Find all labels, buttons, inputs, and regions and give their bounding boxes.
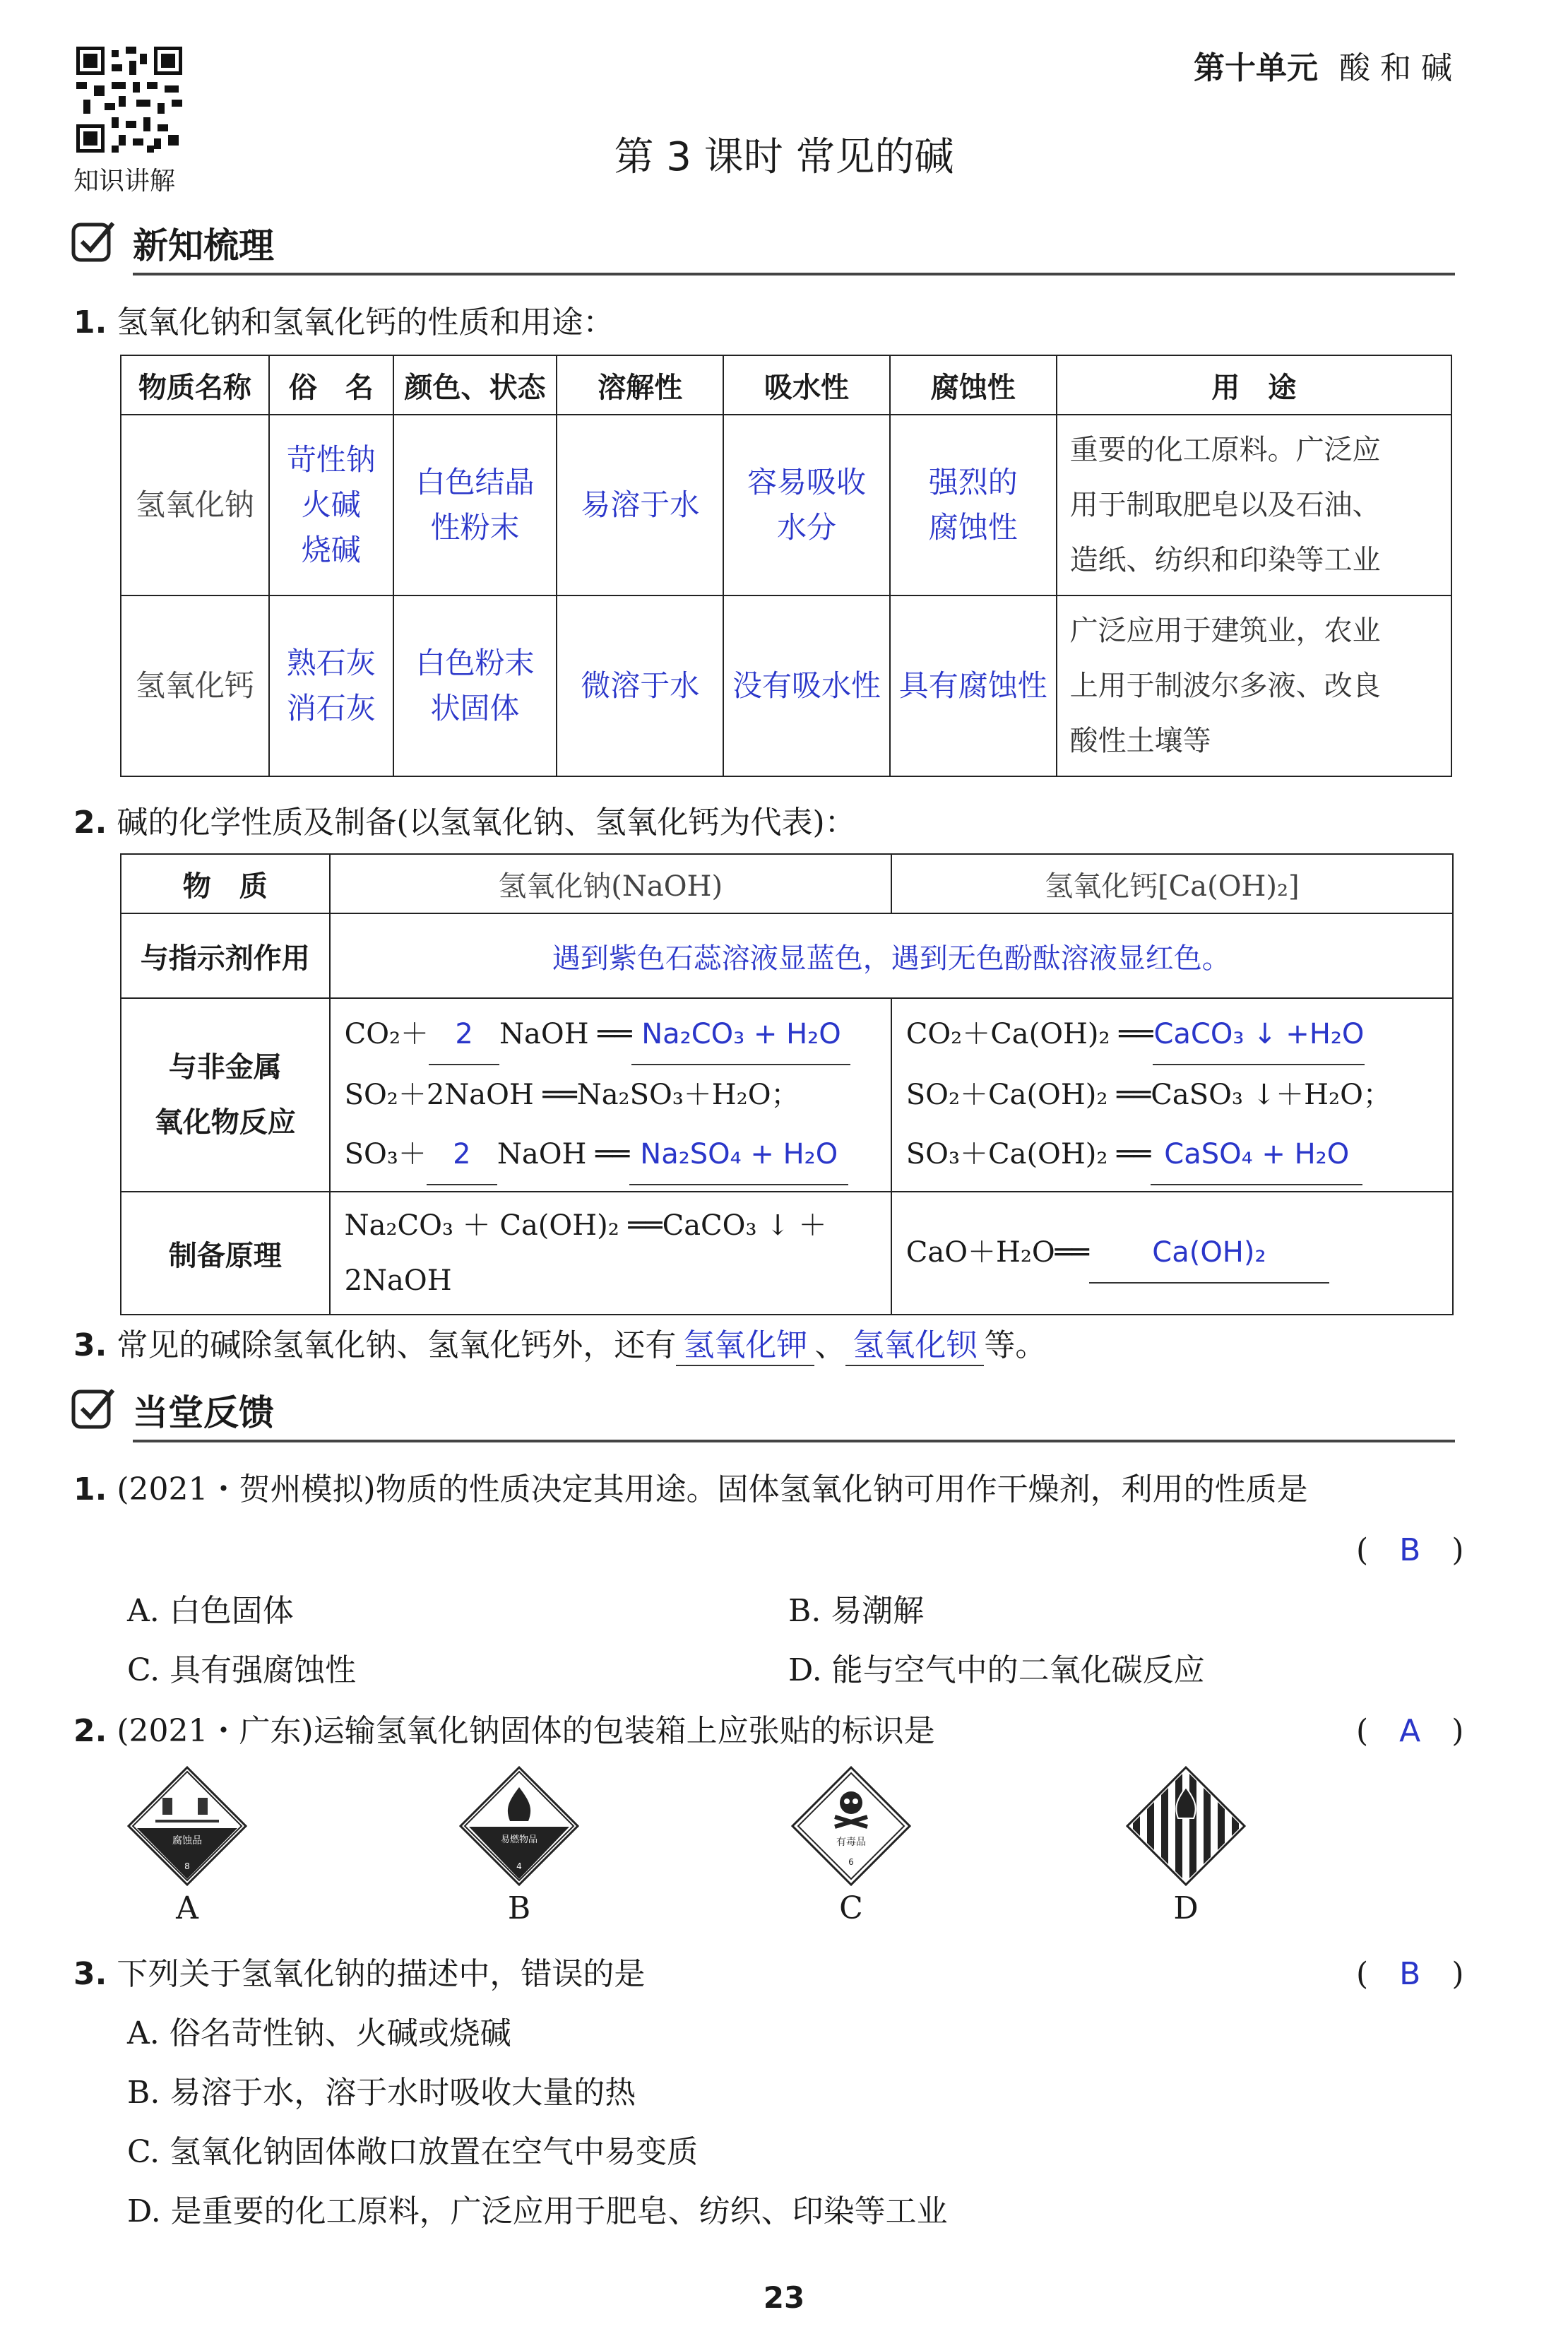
answer-bracket: ( B ) — [1356, 1956, 1464, 1992]
color-cell: 白色粉末 状固体 — [393, 595, 557, 776]
svg-text:有毒品: 有毒品 — [836, 1837, 866, 1848]
item-text: 常见的碱除氢氧化钠、氢氧化钙外，还有 — [117, 1327, 677, 1363]
question-1 — [73, 1464, 1308, 1509]
naoh-equations — [330, 998, 891, 1192]
substance-name: 氢氧化钙 — [121, 595, 269, 776]
solubility-cell: 易溶于水 — [557, 415, 723, 595]
option-c: C. 氢氧化钠固体敞口放置在空气中易变质 — [127, 2134, 699, 2170]
sign-letter: C — [839, 1890, 863, 1926]
qr-label: 知识讲解 — [73, 167, 176, 196]
item-1 — [73, 297, 614, 342]
sign-letter: D — [1173, 1890, 1199, 1926]
caoh-equations — [891, 998, 1453, 1192]
section-header-feedback — [71, 1379, 1455, 1442]
section-title: 新知梳理 — [133, 225, 274, 266]
item-number: 2. — [73, 805, 107, 841]
option-b: B. 易溶于水，溶于水时吸收大量的热 — [127, 2075, 636, 2111]
section-header-new-knowledge — [71, 212, 1455, 275]
col-header: 用 途 — [1057, 355, 1451, 415]
equation: CO₂＋ 2 NaOH ══ Na₂CO₃ + H₂O — [345, 1004, 877, 1065]
blank-answer: 2 — [427, 1125, 497, 1185]
alias-cell: 苛性钠 火碱 烧碱 — [269, 415, 393, 595]
col-header: 腐蚀性 — [890, 355, 1057, 415]
table-row — [121, 913, 1453, 998]
equation: SO₃＋ 2 NaOH ══ Na₂SO₄ + H₂O — [345, 1125, 877, 1185]
question-number: 3. — [73, 1956, 107, 1992]
col-header: 溶解性 — [557, 355, 723, 415]
checkbox-icon — [71, 218, 117, 264]
table-header-row — [121, 854, 1453, 913]
option-d: D. 是重要的化工原料，广泛应用于肥皂、纺织、印染等工业 — [127, 2193, 948, 2229]
corrosive-sign-icon — [127, 1766, 247, 1886]
svg-text:8: 8 — [184, 1861, 190, 1871]
item-text: 氢氧化钠和氢氧化钙的性质和用途： — [117, 304, 614, 340]
blank-answer: CaCO₃ ↓ +H₂O — [1153, 1004, 1365, 1065]
equation: SO₂＋2NaOH ══Na₂SO₃＋H₂O； — [344, 1079, 800, 1111]
section-title: 当堂反馈 — [133, 1392, 274, 1433]
section-underline — [133, 1440, 1455, 1442]
item-3: 3. 常见的碱除氢氧化钠、氢氧化钙外，还有 氢氧化钾 、 氢氧化钡 等。 — [73, 1320, 1046, 1366]
corrosive-cell: 强烈的 腐蚀性 — [890, 415, 1057, 595]
equation: SO₃＋Ca(OH)₂ ══ CaSO₄ + H₂O — [906, 1125, 1438, 1185]
uses-cell: 广泛应用于建筑业，农业 上用于制波尔多液、改良 酸性土壤等 — [1057, 595, 1451, 776]
item-number: 3. — [73, 1327, 107, 1363]
question-text: (2021・广东)运输氢氧化钠固体的包装箱上应张贴的标识是 — [117, 1713, 935, 1749]
properties-table — [120, 355, 1452, 777]
equation: SO₂＋Ca(OH)₂ ══CaSO₃ ↓＋H₂O； — [905, 1079, 1391, 1111]
sign-letter: A — [176, 1890, 198, 1926]
svg-text:易燃物品: 易燃物品 — [500, 1835, 538, 1845]
striped-hazard-sign-icon — [1126, 1766, 1246, 1886]
question-text: 下列关于氢氧化钠的描述中，错误的是 — [117, 1956, 646, 1992]
naoh-prep: Na₂CO₃ ＋ Ca(OH)₂ ══CaCO₃ ↓ ＋ 2NaOH — [330, 1192, 891, 1315]
page-number: 23 — [763, 2280, 805, 2315]
question-3 — [73, 1948, 645, 1993]
option-a: A. 俗名苛性钠、火碱或烧碱 — [127, 2015, 511, 2051]
item-2 — [73, 797, 856, 842]
lesson-title: 第 3 课时 常见的碱 — [614, 134, 954, 180]
absorb-cell: 容易吸收 水分 — [723, 415, 890, 595]
table-row — [121, 998, 1453, 1192]
substance-name: 氢氧化钠 — [121, 415, 269, 595]
col-header: 物质名称 — [121, 355, 269, 415]
col-header: 颜色、状态 — [393, 355, 557, 415]
caoh-prep: CaO＋H₂O══ Ca(OH)₂ — [891, 1192, 1453, 1315]
svg-text:4: 4 — [516, 1861, 522, 1871]
reactions-table — [120, 853, 1454, 1315]
answer-bracket: ( B ) — [1356, 1532, 1464, 1568]
question-2 — [73, 1705, 935, 1750]
answer-bracket: ( A ) — [1356, 1713, 1464, 1749]
question-text: (2021・贺州模拟)物质的性质决定其用途。固体氢氧化钠可用作干燥剂，利用的性质是 — [117, 1471, 1308, 1507]
alias-cell: 熟石灰 消石灰 — [269, 595, 393, 776]
col-header: 吸水性 — [723, 355, 890, 415]
col-header: 物 质 — [121, 854, 330, 913]
blank-answer: 氢氧化钾 — [676, 1320, 814, 1366]
flammable-sign-icon — [459, 1766, 579, 1886]
blank-answer: Ca(OH)₂ — [1089, 1223, 1329, 1284]
blank-answer: 氢氧化钡 — [845, 1320, 984, 1366]
toxic-sign-icon — [791, 1766, 911, 1886]
table-row — [121, 595, 1451, 776]
color-cell: 白色结晶 性粉末 — [393, 415, 557, 595]
answer: A — [1399, 1713, 1421, 1749]
option-d: D. 能与空气中的二氧化碳反应 — [788, 1652, 1205, 1688]
table-row — [121, 1192, 1453, 1315]
option-c: C. 具有强腐蚀性 — [127, 1652, 357, 1688]
answer: B — [1399, 1956, 1421, 1992]
uses-cell: 重要的化工原料。广泛应 用于制取肥皂以及石油、 造纸、纺织和印染等工业 — [1057, 415, 1451, 595]
item-number: 1. — [73, 304, 107, 340]
blank-answer: 2 — [429, 1004, 499, 1065]
col-header: 氢氧化钠(NaOH) — [330, 854, 891, 913]
corrosive-cell: 具有腐蚀性 — [890, 595, 1057, 776]
option-b: B. 易潮解 — [788, 1593, 925, 1629]
item-text: 碱的化学性质及制备(以氢氧化钠、氢氧化钙为代表)： — [117, 805, 856, 841]
sign-letter: B — [507, 1890, 531, 1926]
svg-text:腐蚀品: 腐蚀品 — [172, 1835, 202, 1847]
row-label: 制备原理 — [121, 1192, 330, 1315]
table-row — [121, 415, 1451, 595]
solubility-cell: 微溶于水 — [557, 595, 723, 776]
svg-text:6: 6 — [848, 1857, 854, 1867]
answer: B — [1399, 1532, 1421, 1568]
unit-header — [1194, 42, 1452, 88]
unit-number: 第十单元 — [1194, 50, 1319, 86]
question-number: 1. — [73, 1471, 107, 1507]
indicator-answer: 遇到紫色石蕊溶液显蓝色，遇到无色酚酞溶液显红色。 — [330, 913, 1453, 998]
equation: CO₂＋Ca(OH)₂ ══CaCO₃ ↓ +H₂O — [906, 1004, 1438, 1065]
checkbox-icon — [71, 1385, 117, 1431]
blank-answer: Na₂SO₄ + H₂O — [629, 1125, 848, 1185]
option-a: A. 白色固体 — [127, 1593, 294, 1629]
row-label: 与指示剂作用 — [121, 913, 330, 998]
absorb-cell: 没有吸水性 — [723, 595, 890, 776]
col-header: 氢氧化钙[Ca(OH)₂] — [891, 854, 1453, 913]
section-underline — [133, 273, 1455, 275]
col-header: 俗 名 — [269, 355, 393, 415]
blank-answer: Na₂CO₃ + H₂O — [631, 1004, 850, 1065]
question-number: 2. — [73, 1713, 107, 1749]
unit-title: 酸 和 碱 — [1339, 50, 1452, 86]
row-label: 与非金属 氧化物反应 — [121, 998, 330, 1192]
table-header-row — [121, 355, 1451, 415]
blank-answer: CaSO₄ + H₂O — [1151, 1125, 1362, 1185]
